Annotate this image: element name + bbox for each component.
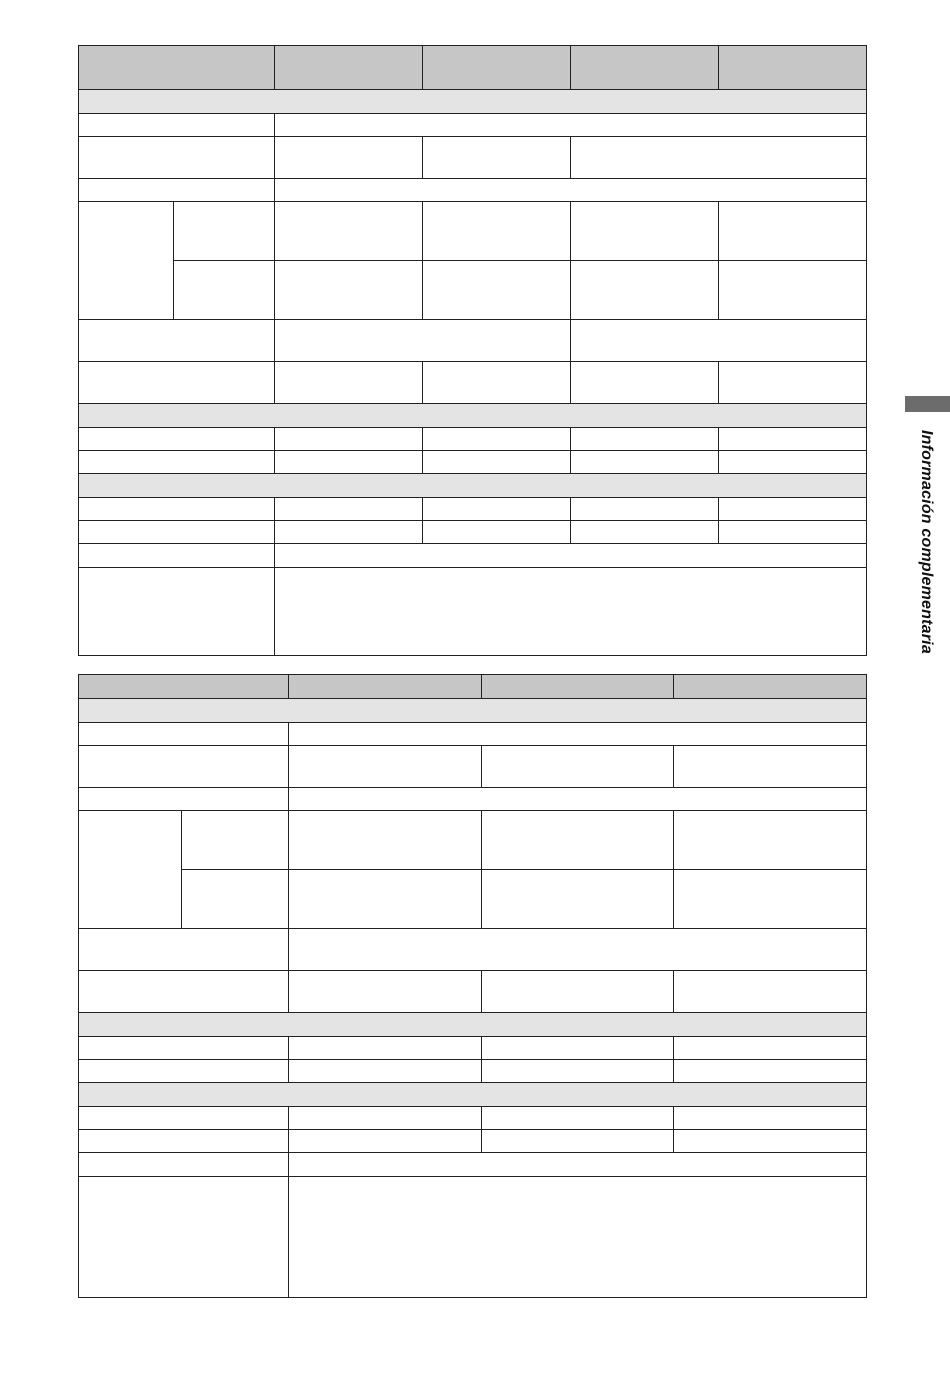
row-label-cell: [79, 929, 289, 971]
value-cell: [571, 498, 719, 521]
value-cell: [289, 811, 482, 870]
value-cell: [275, 521, 423, 544]
value-cell: [571, 521, 719, 544]
header-cell: [719, 46, 867, 90]
row-label-cell: [79, 568, 275, 656]
value-cell: [482, 1107, 674, 1130]
row-label-cell: [79, 971, 289, 1013]
header-cell: [289, 675, 482, 699]
section-row: [79, 1013, 867, 1037]
value-cell: [482, 1037, 674, 1060]
table-row: [79, 788, 867, 811]
value-cell: [719, 202, 867, 261]
row-label-cell: [79, 1060, 289, 1083]
section-side-label: Información complementaria: [918, 430, 935, 654]
table-row: [79, 202, 867, 261]
section-cell: [79, 699, 867, 723]
row-label-cell: [79, 451, 275, 474]
value-cell: [482, 870, 674, 929]
row-group-label-cell: [79, 202, 174, 320]
value-cell: [275, 320, 571, 362]
value-cell: [275, 568, 867, 656]
value-cell: [423, 261, 571, 320]
value-cell: [719, 521, 867, 544]
value-cell: [674, 811, 867, 870]
table-row: [79, 179, 867, 202]
value-cell: [571, 137, 867, 179]
row-label-cell: [79, 746, 289, 788]
table-row: [79, 428, 867, 451]
row-label-cell: [79, 1037, 289, 1060]
value-cell: [719, 451, 867, 474]
table-row: [79, 746, 867, 788]
table-row: [79, 1037, 867, 1060]
value-cell: [423, 428, 571, 451]
value-cell: [674, 746, 867, 788]
value-cell: [482, 1130, 674, 1153]
table-row: [79, 261, 867, 320]
table-row: [79, 362, 867, 404]
value-cell: [289, 1060, 482, 1083]
row-label-cell: [79, 179, 275, 202]
value-cell: [289, 788, 867, 811]
value-cell: [482, 746, 674, 788]
row-sublabel-cell: [182, 870, 289, 929]
value-cell: [571, 362, 719, 404]
table-row: [79, 451, 867, 474]
table-header-row: [79, 675, 867, 699]
value-cell: [482, 1060, 674, 1083]
value-cell: [674, 1037, 867, 1060]
row-label-cell: [79, 1130, 289, 1153]
table-row: [79, 1130, 867, 1153]
value-cell: [423, 202, 571, 261]
row-sublabel-cell: [174, 261, 275, 320]
value-cell: [674, 1130, 867, 1153]
value-cell: [674, 971, 867, 1013]
value-cell: [571, 202, 719, 261]
value-cell: [275, 114, 867, 137]
section-cell: [79, 474, 867, 498]
row-label-cell: [79, 320, 275, 362]
value-cell: [423, 137, 571, 179]
table-row: [79, 723, 867, 746]
table-row: [79, 544, 867, 568]
row-label-cell: [79, 498, 275, 521]
table-row: [79, 1177, 867, 1298]
row-label-cell: [79, 521, 275, 544]
value-cell: [275, 137, 423, 179]
value-cell: [275, 179, 867, 202]
header-cell: [674, 675, 867, 699]
section-row: [79, 404, 867, 428]
value-cell: [482, 971, 674, 1013]
value-cell: [289, 1177, 867, 1298]
row-group-label-cell: [79, 811, 182, 929]
table-row: [79, 521, 867, 544]
value-cell: [423, 498, 571, 521]
value-cell: [289, 1037, 482, 1060]
section-cell: [79, 1083, 867, 1107]
value-cell: [674, 1107, 867, 1130]
header-cell: [79, 46, 275, 90]
value-cell: [571, 261, 719, 320]
header-cell: [571, 46, 719, 90]
value-cell: [289, 1107, 482, 1130]
value-cell: [275, 362, 423, 404]
section-cell: [79, 1013, 867, 1037]
section-cell: [79, 404, 867, 428]
value-cell: [719, 498, 867, 521]
value-cell: [674, 870, 867, 929]
value-cell: [289, 929, 867, 971]
row-label-cell: [79, 114, 275, 137]
value-cell: [571, 451, 719, 474]
table-row: [79, 811, 867, 870]
value-cell: [719, 362, 867, 404]
table-row: [79, 137, 867, 179]
value-cell: [289, 971, 482, 1013]
value-cell: [275, 544, 867, 568]
value-cell: [275, 451, 423, 474]
row-label-cell: [79, 1177, 289, 1298]
value-cell: [571, 428, 719, 451]
row-label-cell: [79, 788, 289, 811]
table-header-row: [79, 46, 867, 90]
row-label-cell: [79, 137, 275, 179]
value-cell: [289, 1153, 867, 1177]
value-cell: [289, 746, 482, 788]
value-cell: [275, 498, 423, 521]
row-sublabel-cell: [174, 202, 275, 261]
section-row: [79, 1083, 867, 1107]
value-cell: [289, 723, 867, 746]
row-label-cell: [79, 544, 275, 568]
row-label-cell: [79, 362, 275, 404]
table-row: [79, 971, 867, 1013]
table-row: [79, 1107, 867, 1130]
header-cell: [482, 675, 674, 699]
value-cell: [289, 870, 482, 929]
table-row: [79, 568, 867, 656]
table-row: [79, 1060, 867, 1083]
table-row: [79, 929, 867, 971]
value-cell: [571, 320, 867, 362]
row-label-cell: [79, 428, 275, 451]
row-label-cell: [79, 1107, 289, 1130]
section-tab-marker: [905, 396, 950, 412]
value-cell: [275, 261, 423, 320]
value-cell: [423, 521, 571, 544]
header-cell: [423, 46, 571, 90]
section-row: [79, 699, 867, 723]
value-cell: [289, 1130, 482, 1153]
value-cell: [719, 428, 867, 451]
spec-table-2: [78, 674, 867, 1298]
section-row: [79, 90, 867, 114]
header-cell: [79, 675, 289, 699]
row-sublabel-cell: [182, 811, 289, 870]
table-row: [79, 320, 867, 362]
table-row: [79, 1153, 867, 1177]
value-cell: [275, 202, 423, 261]
value-cell: [275, 428, 423, 451]
value-cell: [423, 362, 571, 404]
value-cell: [482, 811, 674, 870]
header-cell: [275, 46, 423, 90]
table-row: [79, 498, 867, 521]
value-cell: [719, 261, 867, 320]
row-label-cell: [79, 1153, 289, 1177]
row-label-cell: [79, 723, 289, 746]
table-row: [79, 870, 867, 929]
value-cell: [674, 1060, 867, 1083]
value-cell: [423, 451, 571, 474]
spec-table-1: [78, 45, 867, 656]
table-row: [79, 114, 867, 137]
section-cell: [79, 90, 867, 114]
section-row: [79, 474, 867, 498]
